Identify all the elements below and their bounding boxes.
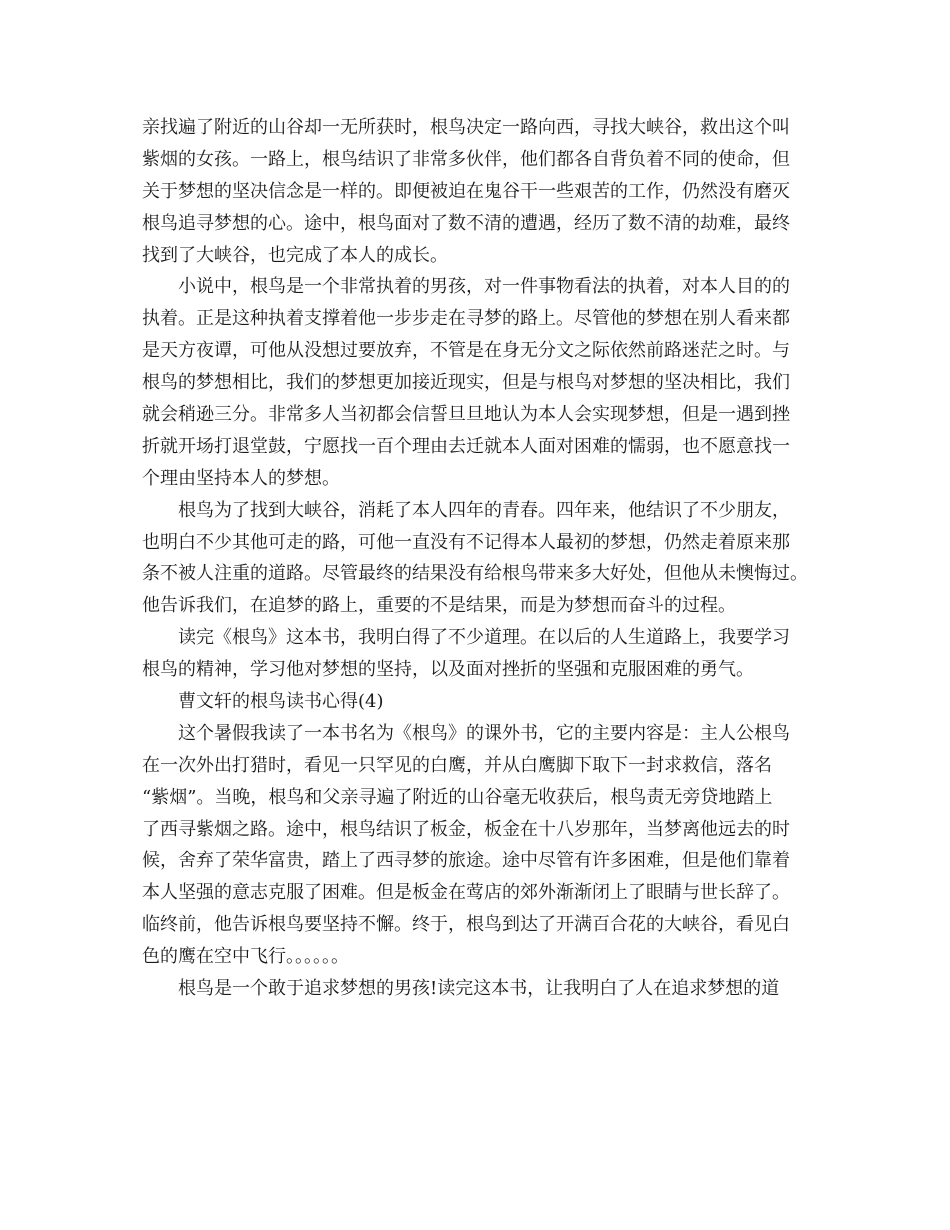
text-line: 曹文轩的根鸟读书心得(4) bbox=[178, 691, 384, 713]
text-line: 读完《根鸟》这本书，我明白得了不少道理。在以后的人生道路上，我要学习 bbox=[178, 627, 790, 649]
text-line: 关于梦想的坚决信念是一样的。即便被迫在鬼谷干一些艰苦的工作，仍然没有磨灭 bbox=[142, 180, 790, 202]
text-line: 执着。正是这种执着支撑着他一步步走在寻梦的路上。尽管他的梦想在别人看来都 bbox=[142, 308, 790, 330]
text-line: 本人坚强的意志克服了困难。但是板金在莺店的郊外渐渐闭上了眼睛与世长辞了。 bbox=[142, 882, 790, 904]
text-line: 个理由坚持本人的梦想。 bbox=[142, 467, 340, 489]
text-line: 亲找遍了附近的山谷却一无所获时，根鸟决定一路向西，寻找大峡谷，救出这个叫 bbox=[142, 117, 790, 138]
text-line: 折就开场打退堂鼓，宁愿找一百个理由去迁就本人面对困难的懦弱，也不愿意找一 bbox=[142, 435, 790, 457]
text-line: 找到了大峡谷，也完成了本人的成长。 bbox=[142, 244, 448, 266]
document-body bbox=[142, 112, 822, 1005]
text-line: 就会稍逊三分。非常多人当初都会信誓旦旦地认为本人会实现梦想，但是一遇到挫 bbox=[142, 404, 790, 426]
text-line: 他告诉我们，在追梦的路上，重要的不是结果，而是为梦想而奋斗的过程。 bbox=[142, 595, 736, 617]
text-line: 根鸟为了找到大峡谷，消耗了本人四年的青春。四年来，他结识了不少朋友， bbox=[178, 499, 790, 521]
text-line: “紫烟”。当晚，根鸟和父亲寻遍了附近的山谷毫无收获后，根鸟责无旁贷地踏上 bbox=[142, 786, 773, 808]
text-line: 根鸟的梦想相比，我们的梦想更加接近现实，但是与根鸟对梦想的坚决相比，我们 bbox=[142, 372, 790, 394]
text-line: 色的鹰在空中飞行。。。。。。 bbox=[142, 946, 349, 968]
text-line: 条不被人注重的道路。尽管最终的结果没有给根鸟带来多大好处，但他从未懊悔过。 bbox=[142, 563, 808, 585]
text-line: 临终前，他告诉根鸟要坚持不懈。终于，根鸟到达了开满百合花的大峡谷，看见白 bbox=[142, 914, 790, 936]
text-line: 根鸟的精神，学习他对梦想的坚持，以及面对挫折的坚强和克服困难的勇气。 bbox=[142, 659, 754, 681]
text-line: 紫烟的女孩。一路上，根鸟结识了非常多伙伴，他们都各自背负着不同的使命，但 bbox=[142, 148, 790, 170]
text-line: 在一次外出打猎时，看见一只罕见的白鹰，并从白鹰脚下取下一封求救信，落名 bbox=[142, 754, 772, 776]
text-line: 也明白不少其他可走的路，可他一直没有不记得本人最初的梦想，仍然走着原来那 bbox=[142, 531, 790, 553]
text-line: 小说中，根鸟是一个非常执着的男孩，对一件事物看法的执着，对本人目的的 bbox=[178, 276, 790, 298]
text-line: 是天方夜谭，可他从没想过要放弃，不管是在身无分文之际依然前路迷茫之时。与 bbox=[142, 340, 790, 362]
text-line: 这个暑假我读了一本书名为《根鸟》的课外书，它的主要内容是：主人公根鸟 bbox=[178, 722, 790, 744]
text-line: 根鸟追寻梦想的心。途中，根鸟面对了数不清的遭遇，经历了数不清的劫难，最终 bbox=[142, 212, 790, 234]
text-line: 候，舍弃了荣华富贵，踏上了西寻梦的旅途。途中尽管有许多困难，但是他们靠着 bbox=[142, 850, 790, 872]
text-line: 了西寻紫烟之路。途中，根鸟结识了板金，板金在十八岁那年，当梦离他远去的时 bbox=[142, 818, 790, 840]
text-line: 根鸟是一个敢于追求梦想的男孩!读完这本书，让我明白了人在追求梦想的道 bbox=[178, 978, 780, 1000]
